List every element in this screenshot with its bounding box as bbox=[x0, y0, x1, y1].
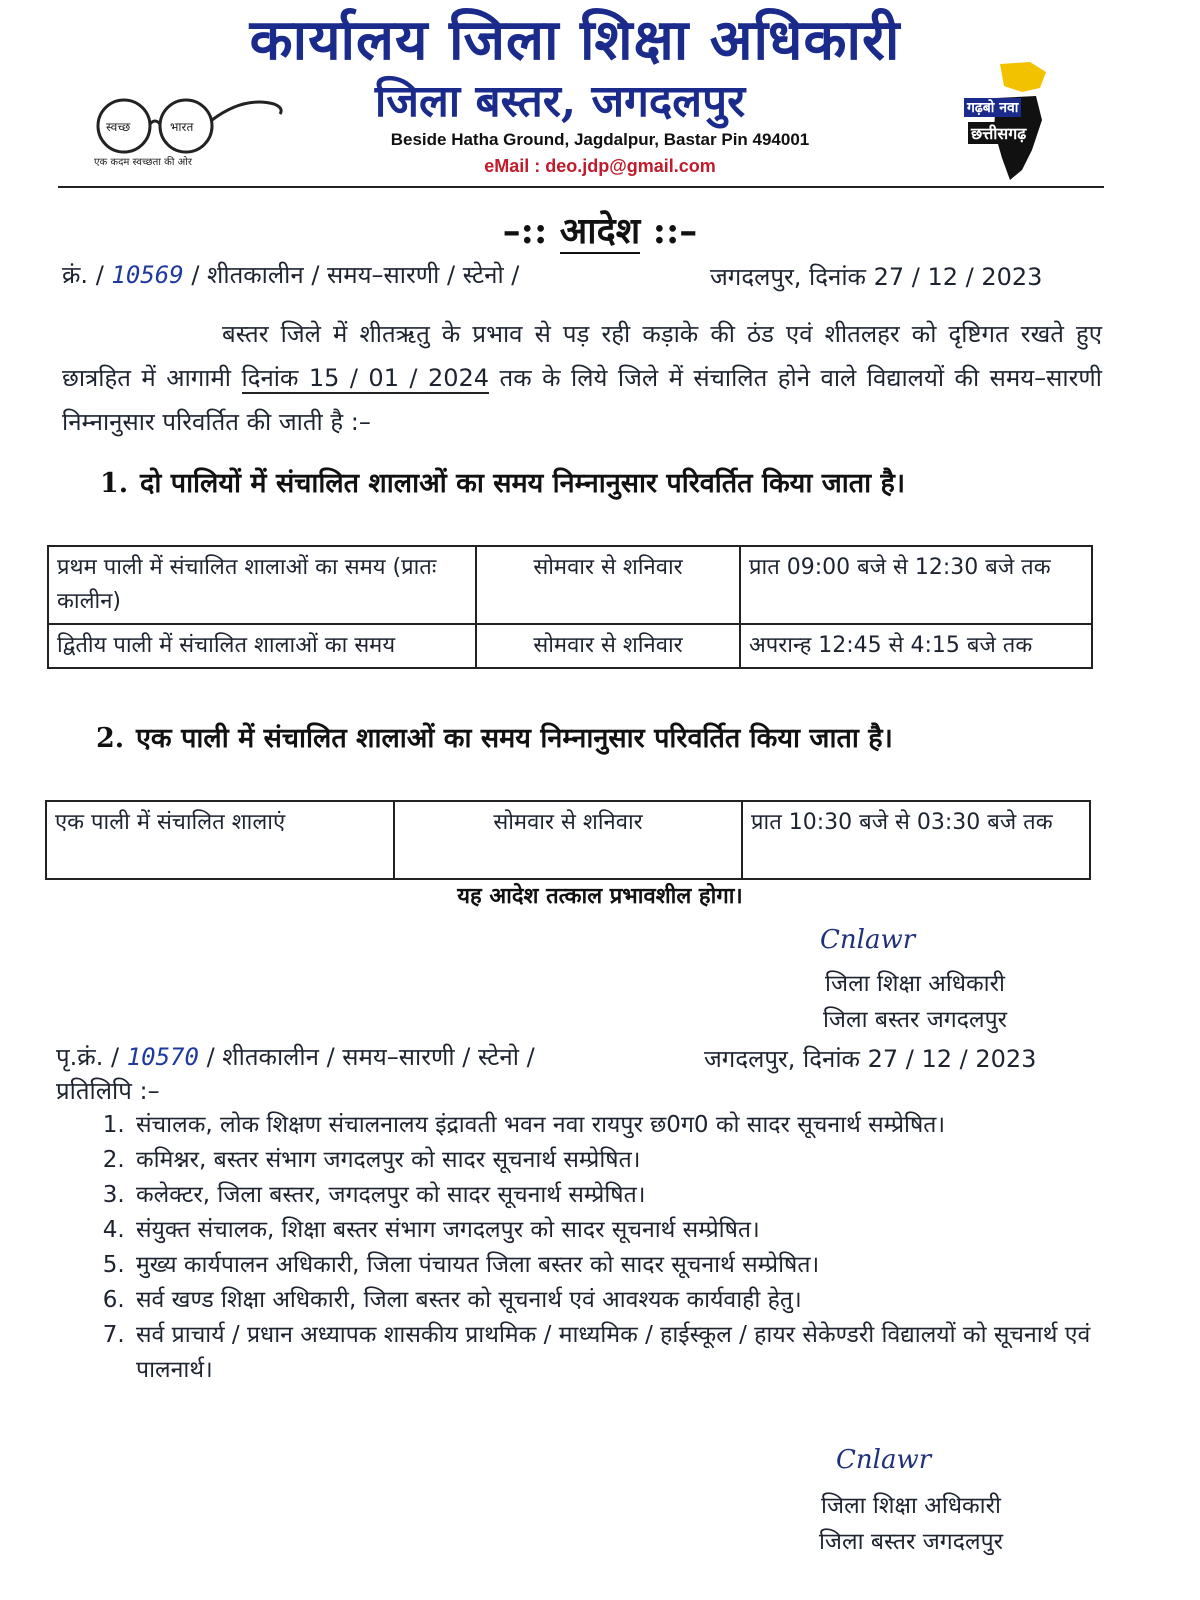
copy-ref-number: 10570 bbox=[126, 1043, 199, 1071]
copy-ref-suffix: / शीतकालीन / समय–सारणी / स्टेनो / bbox=[206, 1043, 535, 1071]
para-text-before: बस्तर जिले में शीतऋतु के प्रभाव से पड़ रही कड़ाके की ठंड एवं शीतलहर को दृष्टिगत रखते हुए छात्रहित में आगामी bbox=[62, 320, 1102, 392]
copy-reference bbox=[56, 1040, 535, 1073]
signatory-block-2 bbox=[776, 1488, 1046, 1560]
office-title: कार्यालय जिला शिक्षा अधिकारी bbox=[249, 7, 901, 73]
section1-number: 1. bbox=[100, 468, 129, 499]
days-cell: सोमवार से शनिवार bbox=[394, 801, 742, 879]
section2-table bbox=[45, 800, 1091, 880]
shift-cell: एक पाली में संचालित शालाएं bbox=[46, 801, 394, 879]
section2-number: 2. bbox=[96, 723, 125, 754]
office-email: eMail : deo.jdp@gmail.com bbox=[484, 156, 716, 176]
table-row bbox=[46, 801, 1090, 879]
order-paragraph bbox=[62, 312, 1102, 444]
copy-place-date: जगदलपुर, दिनांक 27 / 12 / 2023 bbox=[704, 1045, 1037, 1073]
section1-heading: दो पालियों में संचालित शालाओं का समय निम्नानुसार परिवर्तित किया जाता है। bbox=[140, 468, 906, 499]
list-item: 5. मुख्य कार्यपालन अधिकारी, जिला पंचायत जिला बस्तर को सादर सूचनार्थ सम्प्रेषित। bbox=[132, 1248, 1132, 1283]
order-place-date: जगदलपुर, दिनांक 27 / 12 / 2023 bbox=[710, 263, 1043, 291]
ref-prefix: क्रं. / bbox=[62, 261, 104, 289]
time-cell: प्रात 09:00 बजे से 12:30 बजे तक bbox=[740, 546, 1092, 624]
cg-slogan-line2: छत्तीसगढ़ bbox=[968, 122, 1029, 144]
shift-cell: प्रथम पाली में संचालित शालाओं का समय (प्रातः कालीन) bbox=[48, 546, 476, 624]
time-cell: प्रात 10:30 बजे से 03:30 बजे तक bbox=[742, 801, 1090, 879]
time-cell: अपरान्ह 12:45 से 4:15 बजे तक bbox=[740, 624, 1092, 668]
header-divider bbox=[58, 186, 1104, 188]
list-item: 3. कलेक्टर, जिला बस्तर, जगदलपुर को सादर सूचनार्थ सम्प्रेषित। bbox=[132, 1178, 1132, 1213]
effect-note: यह आदेश तत्काल प्रभावशील होगा। bbox=[457, 883, 743, 909]
list-item: 6. सर्व खण्ड शिक्षा अधिकारी, जिला बस्तर को सूचनार्थ एवं आवश्यक कार्यवाही हेतु। bbox=[132, 1283, 1132, 1318]
para-date: दिनांक 15 / 01 / 2024 bbox=[241, 364, 490, 392]
section2-heading: एक पाली में संचालित शालाओं का समय निम्नानुसार परिवर्तित किया जाता है। bbox=[136, 723, 893, 754]
list-item: 1. संचालक, लोक शिक्षण संचालनालय इंद्रावती भवन नवा रायपुर छ0ग0 को सादर सूचनार्थ सम्प्रेषित। bbox=[132, 1108, 1132, 1143]
order-title: –:: आदेश ::– bbox=[502, 210, 698, 252]
order-title-text: आदेश bbox=[559, 210, 641, 252]
table-row bbox=[48, 624, 1092, 668]
swachh-bharat-logo bbox=[84, 90, 294, 170]
signatory-office-2: जिला बस्तर जगदलपुर bbox=[818, 1529, 1004, 1555]
list-item: 4. संयुक्त संचालक, शिक्षा बस्तर संभाग जगदलपुर को सादर सूचनार्थ सम्प्रेषित। bbox=[132, 1213, 1132, 1248]
para-text-after: तक के लिये जिले में संचालित होने वाले विद्यालयों की समय–सारणी निम्नानुसार परिवर्तित की जाती है :– bbox=[62, 364, 1102, 436]
section1-table bbox=[47, 545, 1093, 669]
list-item: 7. सर्व प्राचार्य / प्रधान अध्यापक शासकीय प्राथमिक / माध्यमिक / हाईस्कूल / हायर सेकेण्डरी विद्यालयों को सूचनार्थ एवं पालनार्थ। bbox=[132, 1318, 1132, 1388]
signatory-block bbox=[780, 966, 1050, 1038]
swachh-right-text: भारत bbox=[170, 120, 194, 134]
office-address: Beside Hatha Ground, Jagdalpur, Bastar Pin 494001 bbox=[390, 130, 810, 149]
swachh-left-text: स्वच्छ bbox=[106, 120, 131, 134]
cg-slogan-line1: गढ़बो नवा bbox=[964, 98, 1021, 117]
signatory-office: जिला बस्तर जगदलपुर bbox=[822, 1007, 1008, 1033]
list-item: 2. कमिश्नर, बस्तर संभाग जगदलपुर को सादर सूचनार्थ सम्प्रेषित। bbox=[132, 1143, 1132, 1178]
order-reference bbox=[62, 258, 519, 291]
signature-2: Cnlawr bbox=[836, 1445, 932, 1475]
signatory-title: जिला शिक्षा अधिकारी bbox=[825, 971, 1005, 997]
copy-list bbox=[86, 1108, 1132, 1388]
ref-number: 10569 bbox=[111, 261, 184, 289]
copy-ref-prefix: पृ.क्रं. / bbox=[56, 1043, 120, 1071]
copy-label: प्रतिलिपि :– bbox=[56, 1077, 160, 1105]
table-row bbox=[48, 546, 1092, 624]
days-cell: सोमवार से शनिवार bbox=[476, 624, 740, 668]
district-title: जिला बस्तर, जगदलपुर bbox=[374, 76, 746, 127]
chhattisgarh-logo bbox=[960, 58, 1080, 188]
days-cell: सोमवार से शनिवार bbox=[476, 546, 740, 624]
ref-suffix: / शीतकालीन / समय–सारणी / स्टेनो / bbox=[191, 261, 520, 289]
signatory-title-2: जिला शिक्षा अधिकारी bbox=[821, 1493, 1001, 1519]
signature: Cnlawr bbox=[820, 925, 916, 955]
swachh-tagline: एक कदम स्वच्छता की ओर bbox=[94, 157, 192, 168]
shift-cell: द्वितीय पाली में संचालित शालाओं का समय bbox=[48, 624, 476, 668]
